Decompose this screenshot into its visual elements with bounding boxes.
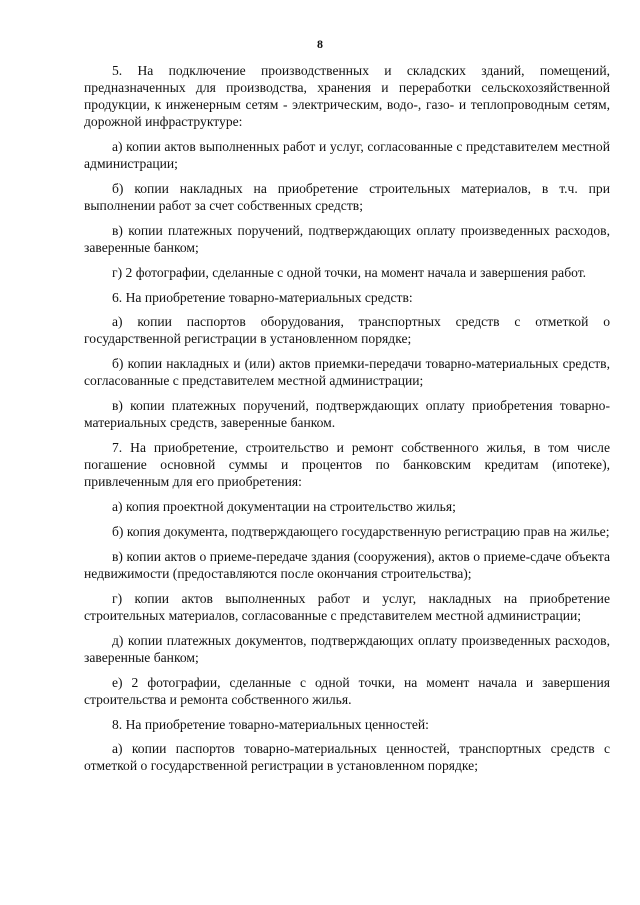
section-6-heading: 6. На приобретение товарно-материальных средств: bbox=[112, 290, 413, 305]
section-6-item-v: в) копии платежных поручений, подтверждающих оплату приобретения товарно-материальных средств, заверенные банком. bbox=[84, 398, 610, 430]
section-7-item-g: г) копии актов выполненных работ и услуг, накладных на приобретение строительных материалов, согласованные с представителем местной администрации; bbox=[84, 591, 610, 623]
page-number: 8 bbox=[317, 37, 323, 51]
section-7-item-b: б) копия документа, подтверждающего государственную регистрацию прав на жилье; bbox=[112, 524, 610, 539]
section-7-item-a: а) копия проектной документации на строительство жилья; bbox=[112, 499, 456, 514]
section-7-item-d: д) копии платежных документов, подтверждающих оплату произведенных расходов, заверенные банком; bbox=[84, 633, 610, 665]
section-6-item-b: б) копии накладных и (или) актов приемки-передачи товарно-материальных средств, согласованные с представителем местной администрации; bbox=[84, 356, 610, 388]
section-5-heading: 5. На подключение производственных и складских зданий, помещений, предназначенных для производства, хранения и переработки сельскохозяйственной продукции, к инженерным сетям - электрическим, водо-, газо- и теплопроводным сетям, дорожной инфраструктуре: bbox=[84, 63, 610, 129]
document-body bbox=[84, 62, 610, 782]
section-6-item-a: а) копии паспортов оборудования, транспортных средств с отметкой о государственной регистрации в установленном порядке; bbox=[84, 314, 610, 346]
section-5-item-b: б) копии накладных на приобретение строительных материалов, в т.ч. при выполнении работ за счет собственных средств; bbox=[84, 181, 610, 213]
section-7-item-v: в) копии актов о приеме-передаче здания (сооружения), актов о приеме-сдаче объекта недвижимости (предоставляются после окончания строительства); bbox=[84, 549, 610, 581]
section-5-item-v: в) копии платежных поручений, подтверждающих оплату произведенных расходов, заверенные банком; bbox=[84, 223, 610, 255]
section-5-item-a: а) копии актов выполненных работ и услуг, согласованные с представителем местной администрации; bbox=[84, 139, 610, 171]
section-8-heading: 8. На приобретение товарно-материальных ценностей: bbox=[112, 717, 429, 732]
section-7-item-e: е) 2 фотографии, сделанные с одной точки, на момент начала и завершения строительства и ремонта собственного жилья. bbox=[84, 675, 610, 707]
section-7-heading: 7. На приобретение, строительство и ремонт собственного жилья, в том числе погашение основной суммы и процентов по банковским кредитам (ипотеке), привлеченным для его приобретения: bbox=[84, 440, 610, 489]
section-8-item-a: а) копии паспортов товарно-материальных ценностей, транспортных средств с отметкой о государственной регистрации в установленном порядке; bbox=[84, 741, 610, 773]
section-5-item-g: г) 2 фотографии, сделанные с одной точки, на момент начала и завершения работ. bbox=[112, 265, 587, 280]
